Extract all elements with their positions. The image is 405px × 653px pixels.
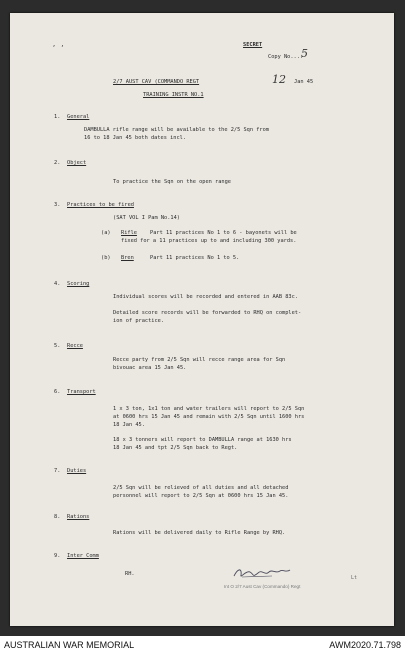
date-handwritten: 12 [272,73,286,86]
section-5-number: 5. [54,343,61,349]
section-6-number: 6. [54,389,61,395]
practice-a-line: fixed for a 11 practices up to and including 300 yards. [121,238,297,244]
practice-a-label: (a) [101,230,111,236]
section-4-line: Detailed score records will be forwarded to RHQ on complet- [113,310,302,316]
section-3-heading: Practices to be fired [67,202,134,208]
section-1-line: DAMBULLA rifle range will be available to the 2/5 Sqn from [84,127,269,133]
section-6-line: 18 x 3 tonners will report to DAMBULLA range at 1630 hrs [113,437,292,443]
section-3-number: 3. [54,202,61,208]
section-5-heading: Recce [67,343,83,349]
footer-accession-number: AWM2020.71.798 [329,640,401,650]
section-5-line: bivouac area 15 Jan 45. [113,365,187,371]
section-3-reference: (SAT VOL I Pam No.14) [113,215,180,221]
section-4-number: 4. [54,281,61,287]
practice-b-weapon: Bren [121,255,134,261]
section-4-line: ion of practice. [113,318,165,324]
section-8-line: Rations will be delivered daily to Rifle Range by RHQ. [113,530,286,536]
section-7-line: 2/5 Sqn will be relieved of all duties and all detached [113,485,289,491]
classification-label: SECRET [243,42,263,48]
section-6-line: 18 Jan 45. [113,422,145,428]
date-suffix: Jan 45 [294,79,314,85]
signatory-rank: Lt [351,575,358,581]
practice-b-label: (b) [101,255,111,261]
document-page [10,13,394,626]
section-2-number: 2. [54,160,61,166]
section-1-number: 1. [54,114,61,120]
section-1-heading: General [67,114,90,120]
section-9-line: RH. [125,571,135,577]
footer-institution: AUSTRALIAN WAR MEMORIAL [4,640,135,650]
section-2-heading: Object [67,160,87,166]
section-4-heading: Scoring [67,281,90,287]
section-6-heading: Transport [67,389,96,395]
section-6-line: 18 Jan 45 and tpt 2/5 Sqn back to Regt. [113,445,238,451]
punch-mark: , , [52,40,65,48]
section-9-number: 9. [54,553,61,559]
section-7-heading: Duties [67,468,87,474]
archive-footer [0,636,405,653]
section-1-line: 16 to 18 Jan 45 both dates incl. [84,135,187,141]
unit-name: 2/7 AUST CAV (COMMANDO REGT [113,79,200,85]
handwritten-signature [232,564,294,582]
section-8-heading: Rations [67,514,90,520]
section-4-line: Individual scores will be recorded and entered in AAB 83c. [113,294,298,300]
practice-a-weapon: Rifle [121,230,137,236]
section-8-number: 8. [54,514,61,520]
copy-number-handwritten: 5 [301,47,308,60]
section-6-line: 1 x 3 ton, 1x1 ton and water trailers will report to 2/5 Sqn [113,406,305,412]
section-2-line: To practice the Sqn on the open range [113,179,231,185]
copy-number-label: Copy No.... [268,54,304,60]
unit-stamp: Int O 2/7 Aust Cav (Commando) Regt [224,584,301,589]
section-9-heading: Inter Comm [67,553,99,559]
section-6-line: at 0600 hrs 15 Jan 45 and remain with 2/5 Sqn until 1600 hrs [113,414,305,420]
practice-a-line: Part 11 practices No 1 to 6 - bayonets will be [150,230,297,236]
document-title: TRAINING INSTR NO.1 [143,92,204,98]
section-7-line: personnel will report to 2/5 Sqn at 0600 hrs 15 Jan 45. [113,493,289,499]
practice-b-line: Part 11 practices No 1 to 5. [150,255,240,261]
section-7-number: 7. [54,468,61,474]
section-5-line: Recce party from 2/5 Sqn will recce range area for Sqn [113,357,286,363]
